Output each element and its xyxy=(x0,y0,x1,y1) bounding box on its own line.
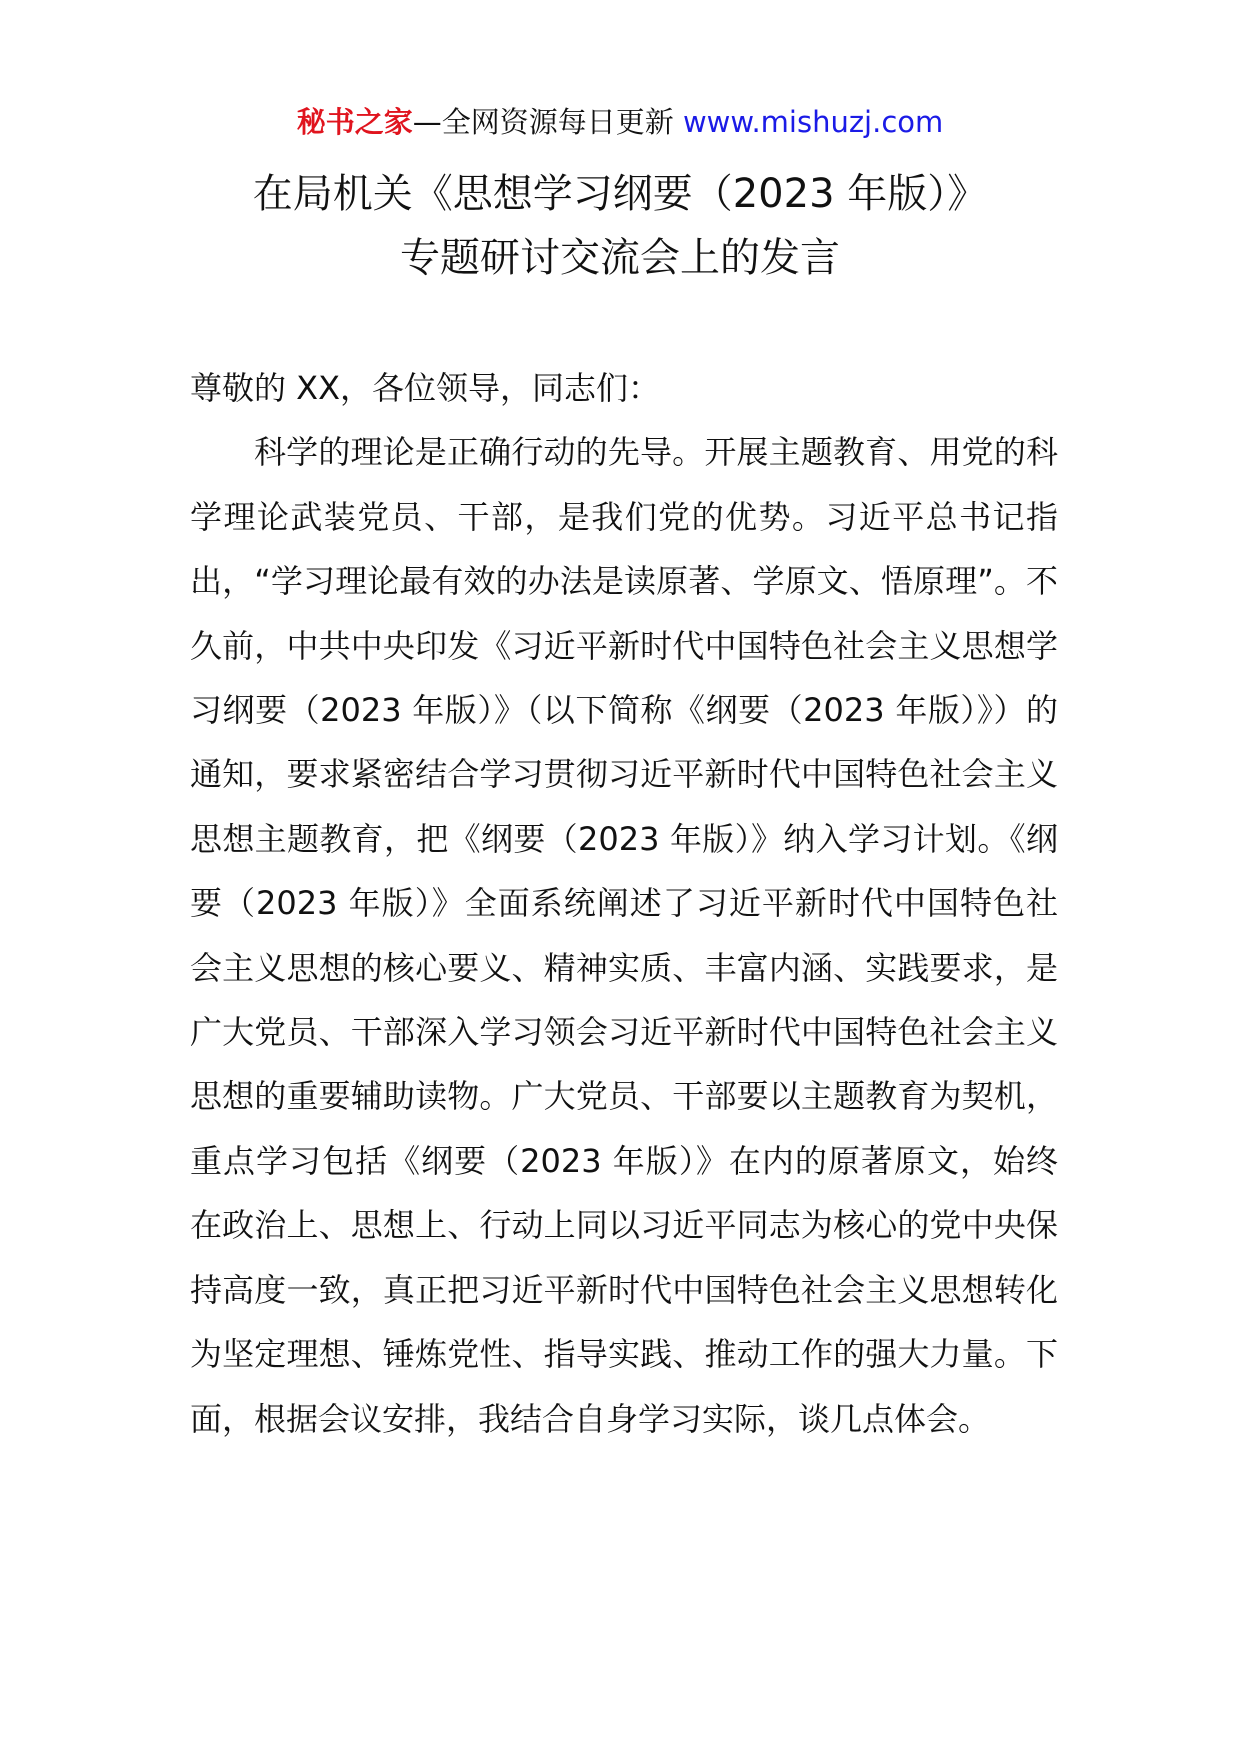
site-url-link[interactable]: www.mishuzj.com xyxy=(682,105,944,139)
brand-name: 秘书之家 xyxy=(296,105,413,139)
body-paragraph: 科学的理论是正确行动的先导。开展主题教育、用党的科学理论武装党员、干部，是我们党的优势。习近平总书记指出，“学习理论最有效的办法是读原著、学原文、悟原理”。不久前，中共中央印发《习近平新时代中国特色社会主义思想学习纲要（2023 年版）》（以下简称《纲要（2023 年版）》）的通知，要求紧密结合学习贯彻习近平新时代中国特色社会主义思想主题教育，把《纲要（2023 年版）》纳入学习计划。《纲要（2023 年版）》全面系统阐述了习近平新时代中国特色社会主义思想的核心要义、精神实质、丰富内涵、实践要求，是广大党员、干部深入学习领会习近平新时代中国特色社会主义思想的重要辅助读物。广大党员、干部要以主题教育为契机，重点学习包括《纲要（2023 年版）》在内的原著原文，始终在政治上、思想上、行动上同以习近平同志为核心的党中央保持高度一致，真正把习近平新时代中国特色社会主义思想转化为坚定理想、锤炼党性、指导实践、推动工作的强大力量。下面，根据会议安排，我结合自身学习实际，谈几点体会。 xyxy=(190,433,1058,1438)
header-tagline: —全网资源每日更新 xyxy=(412,105,674,139)
salutation: 尊敬的 XX，各位领导，同志们： xyxy=(190,369,661,407)
title-line-2: 专题研讨交流会上的发言 xyxy=(400,235,840,281)
site-header xyxy=(0,100,1240,144)
document-title xyxy=(0,162,1240,290)
title-line-1: 在局机关《思想学习纲要（2023 年版）》 xyxy=(252,171,988,217)
document-body xyxy=(190,356,1058,1451)
